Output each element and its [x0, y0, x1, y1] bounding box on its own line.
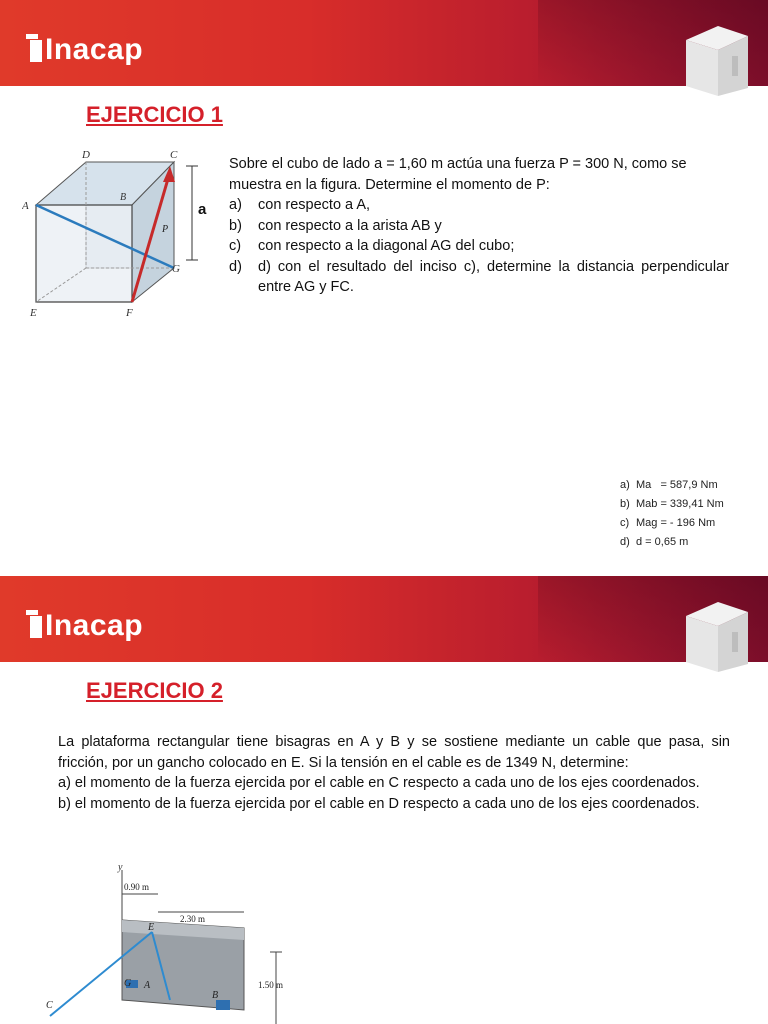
- answer-row: d) d = 0,65 m: [620, 536, 689, 548]
- exercise-heading: EJERCICIO 2: [86, 678, 223, 703]
- exercise-heading: EJERCICIO 1: [86, 102, 223, 127]
- platform-figure: [40, 860, 310, 1024]
- svg-text:C: C: [46, 1000, 53, 1011]
- svg-text:E: E: [148, 922, 155, 933]
- list-item: c) con respecto a la diagonal AG del cubo;: [229, 238, 515, 254]
- svg-text:C: C: [170, 149, 178, 161]
- inacap-logo: Inacap: [30, 30, 143, 70]
- paragraph: La plataforma rectangular tiene bisagras en A y B y se sostiene mediante un cable que pasa, sin fricción, por un gancho colocado en E. Si la tensión en el cable es de 1349 N, determine:: [58, 734, 730, 771]
- svg-text:2.30 m: 2.30 m: [180, 914, 206, 924]
- list-item: d) d) con el resultado del inciso c), determine la distancia perpendicular entre AG y FC.: [229, 258, 729, 295]
- cube-graphic-icon: [678, 594, 750, 672]
- svg-text:G: G: [172, 263, 180, 275]
- header-banner: [0, 576, 768, 662]
- answer-row: c) Mag = - 196 Nm: [620, 517, 716, 529]
- list-item: a) con respecto a A,: [229, 197, 371, 213]
- svg-text:A: A: [144, 980, 151, 991]
- svg-text:D: D: [82, 149, 90, 161]
- header-banner: [0, 0, 768, 86]
- svg-text:G: G: [124, 978, 132, 989]
- svg-text:P: P: [162, 224, 169, 235]
- cube-graphic-icon: [678, 18, 750, 96]
- svg-text:E: E: [30, 307, 37, 319]
- svg-text:A: A: [22, 200, 29, 212]
- exercise-statement: [229, 154, 729, 298]
- slide-2: [0, 576, 768, 1024]
- svg-text:F: F: [126, 307, 133, 319]
- svg-text:y: y: [118, 862, 123, 873]
- answer-row: a) Ma = 587,9 Nm: [620, 479, 718, 491]
- inacap-logo: Inacap: [30, 606, 143, 646]
- answer-row: b) Mab = 339,41 Nm: [620, 498, 724, 510]
- dim-a-label: a: [198, 201, 207, 218]
- svg-text:1.50 m: 1.50 m: [258, 980, 284, 990]
- intro-line: muestra en la figura. Determine el momento de P:: [229, 176, 550, 193]
- svg-text:B: B: [120, 192, 127, 203]
- list-item: a) el momento de la fuerza ejercida por el cable en C respecto a cada uno de los ejes coordenados.: [58, 775, 700, 791]
- svg-text:B: B: [212, 990, 219, 1001]
- cube-figure: [22, 142, 218, 322]
- answers-box: [620, 476, 724, 552]
- svg-text:0.90 m: 0.90 m: [124, 882, 150, 892]
- list-item: b) con respecto a la arista AB y: [229, 217, 442, 234]
- exercise-statement: [58, 732, 730, 814]
- intro-line: Sobre el cubo de lado a = 1,60 m actúa una fuerza P = 300 N, como se: [229, 156, 687, 172]
- list-item: b) el momento de la fuerza ejercida por el cable en D respecto a cada uno de los ejes coordenados.: [58, 795, 700, 812]
